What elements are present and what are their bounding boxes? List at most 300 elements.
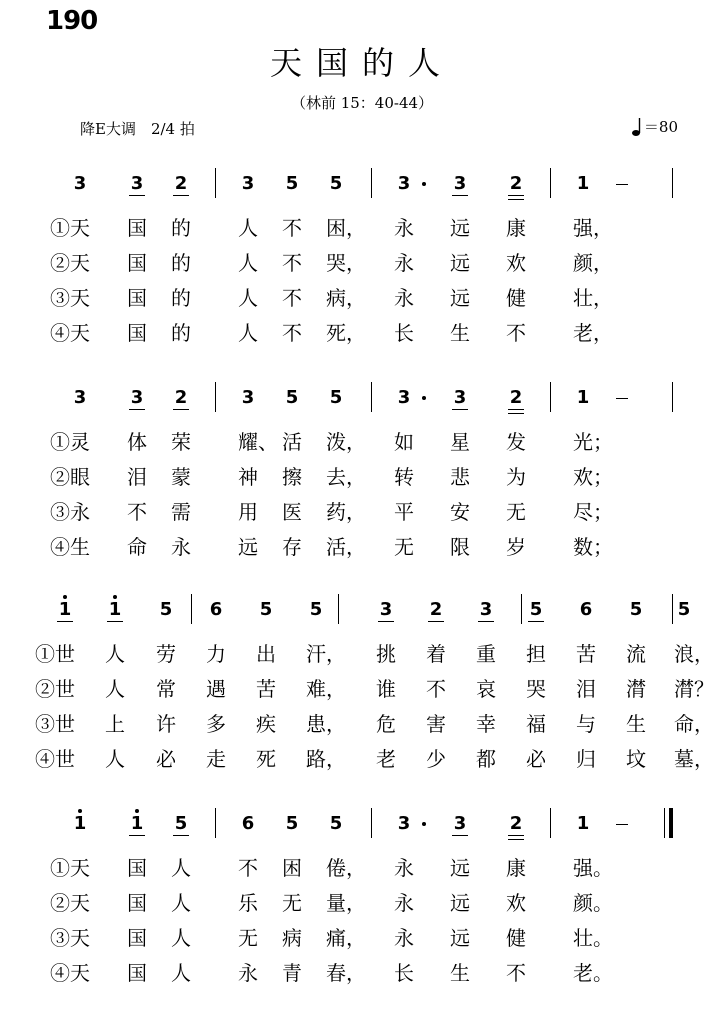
lyric-syllable: 哭， [326, 251, 366, 275]
note [325, 386, 347, 410]
lyric-syllable: 长 [394, 321, 414, 345]
lyric-syllable: 疾 [256, 712, 276, 736]
bar-line [338, 594, 339, 624]
lyric-syllable: ①灵 [50, 430, 90, 454]
note-digit: 5 [285, 387, 299, 408]
lyric-syllable: ①天 [50, 216, 90, 240]
lyric-syllable: 困， [326, 216, 366, 240]
eighth-underline [378, 621, 394, 622]
lyric-syllable: ②天 [50, 251, 90, 275]
lyric-syllable: 平 [394, 500, 414, 524]
lyric-syllable: 悲 [450, 465, 470, 489]
lyric-syllable: 上 [105, 712, 125, 736]
lyric-syllable: 病， [326, 286, 366, 310]
lyric-syllable: 永 [238, 961, 258, 985]
lyric-syllable: ③天 [50, 926, 90, 950]
note [505, 172, 527, 196]
bar-line [672, 168, 673, 198]
lyric-syllable: 的 [171, 216, 191, 240]
note-digit: 2 [429, 599, 443, 620]
note [237, 812, 259, 836]
lyric-syllable: 远 [450, 891, 470, 915]
lyric-syllable: 墓， [674, 747, 714, 771]
note [572, 172, 594, 196]
note-digit: 5 [329, 387, 343, 408]
duration-dash [616, 398, 628, 399]
lyric-syllable: 遇 [206, 677, 226, 701]
lyric-syllable: 国 [127, 961, 147, 985]
lyric-syllable: 少 [426, 747, 446, 771]
note [255, 598, 277, 622]
lyric-syllable: 苦 [256, 677, 276, 701]
note [375, 598, 397, 622]
lyric-syllable: 归 [576, 747, 596, 771]
lyric-syllable: 活， [326, 535, 366, 559]
note [449, 812, 471, 836]
eighth-underline [508, 195, 524, 196]
quarter-note-icon [632, 117, 642, 137]
note-digit: 3 [397, 813, 411, 834]
lyric-syllable: 荣 [171, 430, 191, 454]
lyric-syllable: 医 [282, 500, 302, 524]
high-octave-dot [135, 809, 139, 813]
lyric-syllable: 远 [450, 216, 470, 240]
notation-row [0, 386, 724, 420]
lyric-syllable: 用 [238, 500, 258, 524]
lyric-syllable: 患， [306, 712, 346, 736]
lyric-syllable: 难， [306, 677, 346, 701]
lyric-syllable: 人 [171, 926, 191, 950]
note [281, 172, 303, 196]
eighth-underline [107, 621, 123, 622]
lyric-syllable: 人 [105, 747, 125, 771]
lyric-syllable: 远 [450, 286, 470, 310]
eighth-underline [478, 621, 494, 622]
lyric-syllable: 如 [394, 430, 414, 454]
sixteenth-underline [508, 199, 524, 200]
lyric-syllable: 光； [573, 430, 613, 454]
lyric-syllable: 死， [326, 321, 366, 345]
eighth-underline [173, 195, 189, 196]
note [575, 598, 597, 622]
lyric-syllable: 的 [171, 286, 191, 310]
note-digit: 5 [174, 813, 188, 834]
duration-dash [616, 824, 628, 825]
lyric-syllable: ①世 [35, 642, 75, 666]
lyric-syllable: 转 [394, 465, 414, 489]
bar-line [672, 382, 673, 412]
note-digit: 3 [73, 387, 87, 408]
note-digit: 2 [174, 387, 188, 408]
lyric-syllable: 永 [394, 856, 414, 880]
lyric-syllable: 汗， [306, 642, 346, 666]
note [325, 812, 347, 836]
note-digit: 1 [108, 599, 122, 620]
eighth-underline [452, 835, 468, 836]
note-digit: 1 [576, 173, 590, 194]
lyric-syllable: 泼， [326, 430, 366, 454]
note [237, 386, 259, 410]
lyric-syllable: 永 [394, 926, 414, 950]
lyric-syllable: 重 [476, 642, 496, 666]
lyric-syllable: 神 [238, 465, 258, 489]
music-system [0, 172, 724, 352]
eighth-underline [508, 835, 524, 836]
note [126, 386, 148, 410]
note [69, 812, 91, 836]
eighth-underline [173, 409, 189, 410]
lyric-syllable: 限 [450, 535, 470, 559]
lyric-syllable: 青 [282, 961, 302, 985]
lyric-syllable: 岁 [506, 535, 526, 559]
lyric-syllable: 药， [326, 500, 366, 524]
lyric-syllable: 危 [376, 712, 396, 736]
lyric-syllable: 健 [506, 926, 526, 950]
lyric-syllable: 耀、 [238, 430, 278, 454]
high-octave-dot [78, 809, 82, 813]
lyric-syllable: 国 [127, 321, 147, 345]
lyric-syllable: ②眼 [50, 465, 90, 489]
lyric-syllable: 为 [506, 465, 526, 489]
lyric-syllable: 常 [156, 677, 176, 701]
lyric-syllable: 国 [127, 856, 147, 880]
lyric-syllable: 颜。 [573, 891, 613, 915]
lyric-syllable: 量， [326, 891, 366, 915]
augmentation-dot [422, 182, 426, 186]
lyric-syllable: 不 [282, 251, 302, 275]
lyric-syllable: 倦， [326, 856, 366, 880]
lyric-syllable: 数； [573, 535, 613, 559]
bar-line [191, 594, 192, 624]
note [505, 386, 527, 410]
note-digit: 3 [241, 173, 255, 194]
note-digit: 1 [58, 599, 72, 620]
key-signature: 降E大调 2/4 拍 [80, 120, 195, 138]
lyric-syllable: 永 [394, 216, 414, 240]
lyric-syllable: ①天 [50, 856, 90, 880]
lyric-syllable: 人 [238, 251, 258, 275]
note-digit: 3 [453, 813, 467, 834]
note [170, 386, 192, 410]
lyric-syllable: 死 [256, 747, 276, 771]
lyric-syllable: 人 [238, 216, 258, 240]
note-digit: 5 [629, 599, 643, 620]
lyric-syllable: 多 [206, 712, 226, 736]
note [325, 172, 347, 196]
lyric-syllable: 老 [376, 747, 396, 771]
lyric-syllable: 福 [526, 712, 546, 736]
augmentation-dot [422, 822, 426, 826]
lyric-syllable: 困 [282, 856, 302, 880]
lyric-syllable: 浪， [674, 642, 714, 666]
lyric-syllable: 命， [674, 712, 714, 736]
note-digit: 1 [576, 813, 590, 834]
lyric-syllable: 与 [576, 712, 596, 736]
note-digit: 6 [241, 813, 255, 834]
bar-line [215, 168, 216, 198]
lyric-syllable: 远 [238, 535, 258, 559]
eighth-underline [129, 409, 145, 410]
lyric-syllable: ②天 [50, 891, 90, 915]
note [625, 598, 647, 622]
sixteenth-underline [508, 839, 524, 840]
note [673, 598, 695, 622]
high-octave-dot [63, 595, 67, 599]
lyric-syllable: 的 [171, 251, 191, 275]
lyric-syllable: 无 [394, 535, 414, 559]
final-bar-thin [664, 808, 665, 838]
hymn-number: 190 [46, 6, 98, 36]
lyric-syllable: 不 [282, 286, 302, 310]
lyric-syllable: 生 [450, 321, 470, 345]
note-digit: 3 [379, 599, 393, 620]
lyric-syllable: ③天 [50, 286, 90, 310]
lyric-syllable: 不 [282, 321, 302, 345]
lyric-syllable: 壮， [573, 286, 613, 310]
lyric-syllable: 必 [156, 747, 176, 771]
lyric-syllable: 不 [282, 216, 302, 240]
lyric-syllable: 星 [450, 430, 470, 454]
note-digit: 3 [130, 173, 144, 194]
note [170, 812, 192, 836]
eighth-underline [173, 835, 189, 836]
lyric-syllable: 去， [326, 465, 366, 489]
lyric-syllable: 康 [506, 216, 526, 240]
note-digit: 5 [159, 599, 173, 620]
lyric-syllable: 存 [282, 535, 302, 559]
note [205, 598, 227, 622]
augmentation-dot [422, 396, 426, 400]
lyric-syllable: 永 [394, 891, 414, 915]
note [170, 172, 192, 196]
lyric-syllable: 病 [282, 926, 302, 950]
lyric-syllable: 强。 [573, 856, 613, 880]
note [449, 386, 471, 410]
note [69, 386, 91, 410]
note-digit: 5 [529, 599, 543, 620]
eighth-underline [57, 621, 73, 622]
lyric-syllable: 的 [171, 321, 191, 345]
lyric-syllable: 欢； [573, 465, 613, 489]
lyric-syllable: 国 [127, 251, 147, 275]
note-digit: 1 [130, 813, 144, 834]
bar-line [215, 808, 216, 838]
lyric-syllable: 哭 [526, 677, 546, 701]
bar-line [672, 594, 673, 624]
lyric-syllable: 泪 [576, 677, 596, 701]
lyric-syllable: 擦 [282, 465, 302, 489]
lyric-syllable: 泪 [127, 465, 147, 489]
notation-row [0, 812, 724, 846]
eighth-underline [452, 409, 468, 410]
eighth-underline [129, 195, 145, 196]
lyric-syllable: 出 [256, 642, 276, 666]
lyric-syllable: 坟 [626, 747, 646, 771]
note [281, 812, 303, 836]
lyric-syllable: 国 [127, 286, 147, 310]
note-digit: 1 [73, 813, 87, 834]
note [69, 172, 91, 196]
high-octave-dot [113, 595, 117, 599]
note [475, 598, 497, 622]
lyric-syllable: 力 [206, 642, 226, 666]
lyric-syllable: 不 [506, 961, 526, 985]
lyric-syllable: 挑 [376, 642, 396, 666]
note [155, 598, 177, 622]
note [305, 598, 327, 622]
note [237, 172, 259, 196]
note-digit: 2 [509, 173, 523, 194]
lyric-syllable: 人 [105, 642, 125, 666]
lyric-syllable: 欢 [506, 891, 526, 915]
lyric-syllable: 蒙 [171, 465, 191, 489]
lyric-syllable: 路， [306, 747, 346, 771]
note-digit: 1 [576, 387, 590, 408]
lyric-syllable: ②世 [35, 677, 75, 701]
lyric-syllable: 永 [394, 251, 414, 275]
note-digit: 2 [509, 813, 523, 834]
note-digit: 5 [285, 173, 299, 194]
note [572, 812, 594, 836]
lyric-syllable: 生 [450, 961, 470, 985]
bar-line [550, 168, 551, 198]
lyric-syllable: ④天 [50, 961, 90, 985]
lyric-syllable: 长 [394, 961, 414, 985]
lyric-syllable: 必 [526, 747, 546, 771]
note [393, 386, 415, 410]
note-digit: 3 [73, 173, 87, 194]
lyric-syllable: 康 [506, 856, 526, 880]
note-digit: 3 [241, 387, 255, 408]
eighth-underline [428, 621, 444, 622]
note-digit: 5 [329, 173, 343, 194]
lyric-syllable: ③世 [35, 712, 75, 736]
note [126, 812, 148, 836]
note [425, 598, 447, 622]
lyric-syllable: 潸？ [674, 677, 714, 701]
tempo-value: ＝80 [643, 118, 678, 136]
hymn-title: 天国的人 [269, 44, 454, 82]
note [281, 386, 303, 410]
bar-line [550, 382, 551, 412]
bar-line [371, 168, 372, 198]
lyric-syllable: 远 [450, 251, 470, 275]
note-digit: 5 [285, 813, 299, 834]
lyric-syllable: 无 [282, 891, 302, 915]
lyric-syllable: ③永 [50, 500, 90, 524]
lyric-syllable: 安 [450, 500, 470, 524]
note-digit: 5 [329, 813, 343, 834]
note-digit: 3 [130, 387, 144, 408]
music-system [0, 598, 724, 778]
note-digit: 2 [174, 173, 188, 194]
note [54, 598, 76, 622]
sixteenth-underline [508, 413, 524, 414]
note [449, 172, 471, 196]
final-bar-thick [669, 808, 673, 838]
bar-line [550, 808, 551, 838]
lyric-syllable: 不 [426, 677, 446, 701]
lyric-syllable: 苦 [576, 642, 596, 666]
eighth-underline [129, 835, 145, 836]
lyric-syllable: 尽； [573, 500, 613, 524]
lyric-syllable: 人 [171, 856, 191, 880]
lyric-syllable: 国 [127, 891, 147, 915]
bar-line [521, 594, 522, 624]
bar-line [371, 382, 372, 412]
lyric-syllable: 人 [105, 677, 125, 701]
lyric-syllable: 国 [127, 926, 147, 950]
eighth-underline [508, 409, 524, 410]
note-digit: 3 [397, 387, 411, 408]
lyric-syllable: 都 [476, 747, 496, 771]
lyric-syllable: ④世 [35, 747, 75, 771]
note-digit: 5 [677, 599, 691, 620]
lyric-syllable: ④天 [50, 321, 90, 345]
lyric-syllable: 许 [156, 712, 176, 736]
lyric-syllable: 人 [171, 961, 191, 985]
tempo-marking [632, 116, 678, 137]
lyric-syllable: 着 [426, 642, 446, 666]
lyric-syllable: 春， [326, 961, 366, 985]
lyric-syllable: 国 [127, 216, 147, 240]
notation-row [0, 598, 724, 632]
lyric-syllable: 壮。 [573, 926, 613, 950]
note [393, 172, 415, 196]
note [505, 812, 527, 836]
lyric-syllable: 幸 [476, 712, 496, 736]
note-digit: 6 [209, 599, 223, 620]
lyric-syllable: 害 [426, 712, 446, 736]
note-digit: 5 [259, 599, 273, 620]
note [393, 812, 415, 836]
note-digit: 3 [397, 173, 411, 194]
lyric-syllable: 人 [238, 286, 258, 310]
lyric-syllable: 远 [450, 926, 470, 950]
lyric-syllable: 哀 [476, 677, 496, 701]
lyric-syllable: 欢 [506, 251, 526, 275]
lyric-syllable: 老， [573, 321, 613, 345]
lyric-syllable: 远 [450, 856, 470, 880]
note-digit: 6 [579, 599, 593, 620]
lyric-syllable: 无 [506, 500, 526, 524]
lyric-syllable: 命 [127, 535, 147, 559]
lyric-syllable: 生 [626, 712, 646, 736]
notation-row [0, 172, 724, 206]
lyric-syllable: 需 [171, 500, 191, 524]
lyric-syllable: 走 [206, 747, 226, 771]
lyric-syllable: 流 [626, 642, 646, 666]
lyric-syllable: 谁 [376, 677, 396, 701]
note-digit: 5 [309, 599, 323, 620]
lyric-syllable: 担 [526, 642, 546, 666]
lyric-syllable: 人 [171, 891, 191, 915]
bar-line [215, 382, 216, 412]
lyric-syllable: 永 [394, 286, 414, 310]
lyric-syllable: 乐 [238, 891, 258, 915]
eighth-underline [452, 195, 468, 196]
lyric-syllable: 体 [127, 430, 147, 454]
note-digit: 2 [509, 387, 523, 408]
note [525, 598, 547, 622]
music-system [0, 812, 724, 992]
lyric-syllable: 潸 [626, 677, 646, 701]
lyric-syllable: 强， [573, 216, 613, 240]
lyric-syllable: 痛， [326, 926, 366, 950]
lyric-syllable: 无 [238, 926, 258, 950]
lyric-syllable: 老。 [573, 961, 613, 985]
duration-dash [616, 184, 628, 185]
